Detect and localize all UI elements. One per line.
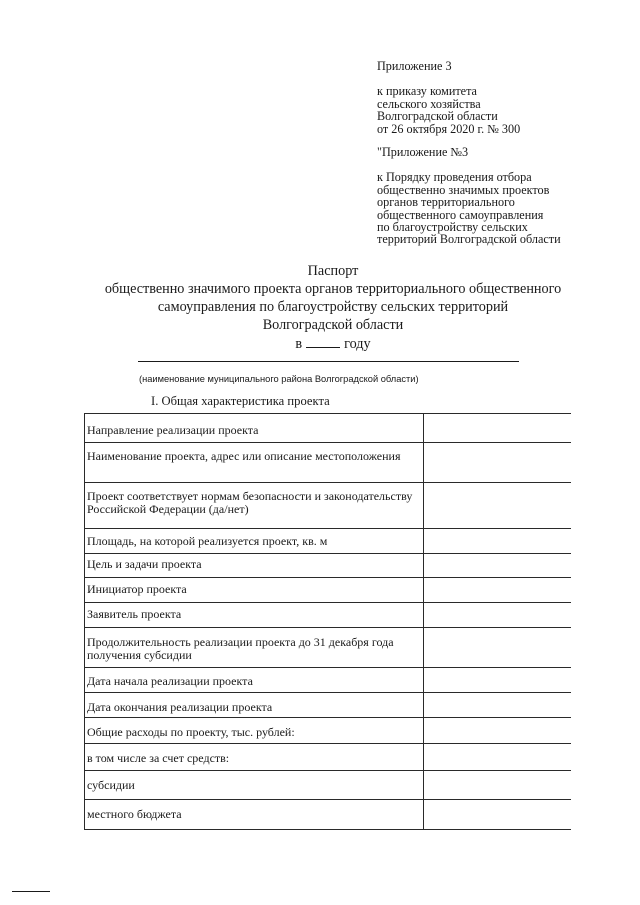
row-start-date: Дата начала реализации проекта (87, 674, 253, 688)
procedure-line: органов территориального (377, 195, 515, 210)
row-goals: Цель и задачи проекта (87, 557, 202, 571)
order-line: сельского хозяйства (377, 96, 481, 111)
table-column-divider (423, 413, 424, 829)
table-border (84, 829, 571, 830)
table-border (84, 577, 571, 578)
title-line: Волгоградской области (262, 317, 404, 333)
district-name-caption: (наименование муниципального района Волгоградской области) (139, 374, 419, 384)
appendix-number: Приложение 3 (377, 59, 452, 73)
table-border (84, 602, 571, 603)
order-reference (377, 85, 607, 135)
row-initiator: Инициатор проекта (87, 582, 187, 596)
row-local-budget: местного бюджета (87, 807, 182, 821)
table-border (84, 482, 571, 483)
document-title (60, 262, 606, 353)
row-safety-compliance: Проект соответствует нормам безопасности и законодательству Российской Федерации (да/нет) (87, 489, 413, 517)
row-including-funds: в том числе за счет средств: (87, 751, 230, 765)
year-blank (306, 336, 340, 348)
title-passport: Паспорт (307, 263, 359, 279)
procedure-reference (377, 171, 607, 245)
row-end-date: Дата окончания реализации проекта (87, 700, 273, 714)
order-line: Волгоградской области (377, 109, 498, 124)
table-border (84, 553, 571, 554)
order-line: от 26 октября 2020 г. № 300 (377, 121, 521, 136)
row-applicant: Заявитель проекта (87, 607, 182, 621)
table-border (84, 743, 571, 744)
table-border (84, 717, 571, 718)
year-suffix: году (344, 336, 371, 352)
table-border (84, 413, 571, 414)
procedure-line: общественно значимых проектов (377, 182, 550, 197)
row-duration: Продолжительность реализации проекта до 31 декабря года получения субсидии (87, 635, 394, 663)
title-line: общественно значимого проекта органов территориального общественного (104, 281, 562, 297)
table-border (84, 627, 571, 628)
table-border (84, 770, 571, 771)
table-border (84, 692, 571, 693)
procedure-line: по благоустройству сельских (377, 220, 528, 235)
row-subsidy: субсидии (87, 778, 135, 792)
district-name-line (138, 361, 519, 362)
order-line: к приказу комитета (377, 84, 477, 99)
section-heading: I. Общая характеристика проекта (151, 394, 330, 408)
procedure-line: к Порядку проведения отбора (377, 170, 532, 185)
table-border (84, 799, 571, 800)
appendix-header (377, 60, 607, 246)
row-direction: Направление реализации проекта (87, 423, 259, 437)
appendix-quote: "Приложение №3 (377, 145, 469, 160)
table-border (84, 528, 571, 529)
procedure-line: общественного самоуправления (377, 207, 544, 222)
table-border (84, 667, 571, 668)
row-area: Площадь, на которой реализуется проект, кв. м (87, 534, 328, 548)
procedure-line: территорий Волгоградской области (377, 232, 561, 247)
year-prefix: в (295, 336, 303, 352)
row-project-name: Наименование проекта, адрес или описание местоположения (87, 449, 401, 463)
table-border (84, 413, 85, 829)
title-line: самоуправления по благоустройству сельских территорий (157, 299, 509, 315)
title-year-line (60, 335, 606, 353)
footnote-separator (12, 891, 50, 892)
table-border (84, 442, 571, 443)
row-total-costs: Общие расходы по проекту, тыс. рублей: (87, 725, 295, 739)
